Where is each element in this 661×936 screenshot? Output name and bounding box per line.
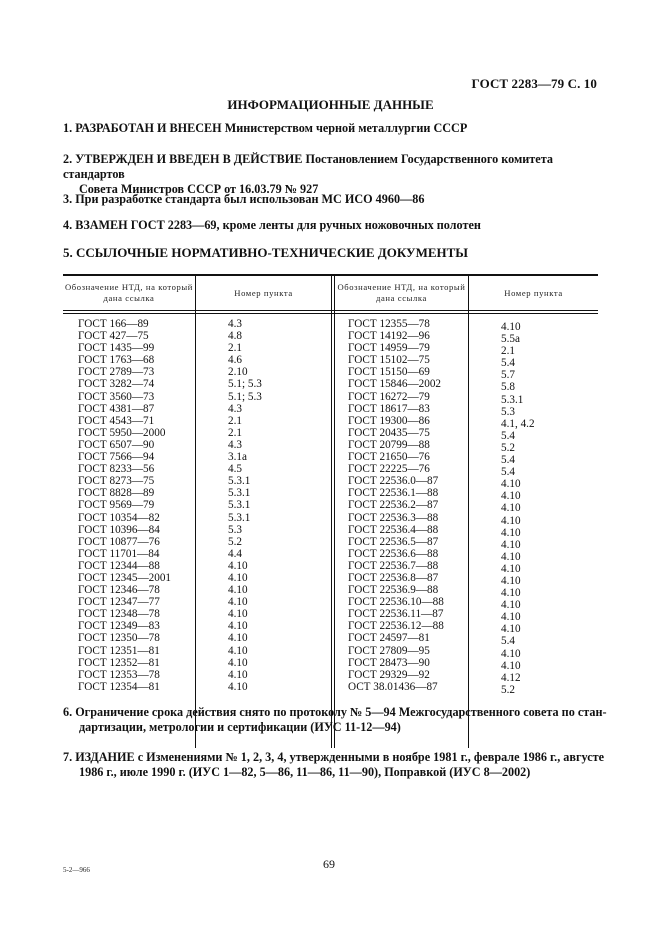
table-cell: 4.10 [501,647,521,660]
table-cell: 4.10 [501,478,521,491]
table-cell: ГОСТ 7566—94 [78,451,155,464]
table-cell: ГОСТ 29329—92 [348,668,430,681]
left-clauses-column [228,318,262,693]
table-cell: 2.1 [228,342,242,355]
table-cell: 4.10 [228,571,248,584]
table-cell: 5.3.1 [228,487,251,500]
page-number: 69 [323,857,335,871]
item-text: Ограничение срока действия снято по протоколу № 5—94 Межгосударственного совета по стан- [75,705,607,719]
item-caps: УТВЕРЖДЕН И ВВЕДЕН В ДЕЙСТВИЕ [75,152,303,166]
item-continuation: 1986 г., июле 1990 г. (ИУС 1—82, 5—86, 11—86, 11—90), Поправкой (ИУС 8—2002) [79,765,531,779]
item-caps: ВЗАМЕН ГОСТ 2283—69, [75,218,220,232]
table-cell: ГОСТ 15150—69 [348,366,430,379]
table-cell: ГОСТ 5950—2000 [78,426,166,439]
table-cell: ГОСТ 3282—74 [78,378,155,391]
table-cell: 5.8 [501,381,515,394]
table-cell: ГОСТ 20799—88 [348,438,430,451]
table-cell: 5.1; 5.3 [228,378,262,391]
table-cell: ГОСТ 22536.7—88 [348,559,439,572]
table-cell: 4.12 [501,671,521,684]
table-cell: ГОСТ 22536.11—87 [348,608,444,621]
table-cell: 5.2 [228,535,242,548]
item-4 [63,218,608,233]
table-cell: ГОСТ 19300—86 [348,414,430,427]
table-cell: ГОСТ 21650—76 [348,451,430,464]
column-divider-double-a [331,274,332,748]
table-cell: ГОСТ 18617—83 [348,402,430,415]
table-cell: ГОСТ 22536.4—88 [348,523,439,536]
table-cell: ГОСТ 12347—77 [78,596,160,609]
item-6 [63,705,608,735]
table-cell: 4.10 [228,620,248,633]
table-cell: ГОСТ 24597—81 [348,632,430,645]
table-cell: 4.10 [228,668,248,681]
table-cell: 4.10 [228,632,248,645]
table-cell: 5.4 [501,635,515,648]
table-cell: 5.4 [501,466,515,479]
header-clause-right: Номер пункта [504,287,563,298]
item-text: Постановлением Государственного комитета стандартов [63,152,553,181]
table-cell: ГОСТ 22536.2—87 [348,499,439,512]
item-1 [63,121,608,136]
table-cell: 4.6 [228,354,242,367]
table-cell: 4.10 [228,608,248,621]
table-cell: ГОСТ 427—75 [78,330,149,343]
table-cell: 4.5 [228,463,242,476]
table-cell: ГОСТ 12354—81 [78,680,160,693]
table-cell: 5.4 [501,429,515,442]
table-cell: 4.3 [228,402,242,415]
table-cell: ГОСТ 10877—76 [78,535,160,548]
table-cell: 4.10 [501,526,521,539]
table-cell: 2.1 [228,414,242,427]
table-cell: ГОСТ 12353—78 [78,668,160,681]
header-clause-left: Номер пункта [234,287,293,298]
table-cell: ГОСТ 16272—79 [348,390,430,403]
table-cell: ГОСТ 15846—2002 [348,378,442,391]
table-cell: ГОСТ 8828—89 [78,487,155,500]
table-cell: ГОСТ 22536.5—87 [348,535,439,548]
table-cell: 4.10 [501,490,521,503]
table-cell: 4.10 [501,502,521,515]
header-designation-right: Обозначение НТД, на который дана ссылка [337,282,466,303]
table-cell: ГОСТ 22536.10—88 [348,596,444,609]
table-cell: ГОСТ 2789—73 [78,366,155,379]
table-cell: 5.4 [501,454,515,467]
table-cell: ГОСТ 15102—75 [348,354,430,367]
table-cell: 4.10 [501,623,521,636]
table-cell: 4.10 [501,514,521,527]
column-divider [468,274,469,748]
table-cell: ГОСТ 22536.1—88 [348,487,439,500]
table-cell: 2.1 [501,345,515,358]
item-number: 3. [63,192,73,206]
table-cell: 5.3.1 [228,511,251,524]
item-continuation: дартизации, метрологии и сертификации (ИУС 11-12—94) [79,720,401,734]
table-cell: ГОСТ 3560—73 [78,390,155,403]
table-cell: 4.8 [228,330,242,343]
table-cell: 5.3 [228,523,242,536]
table-cell: ГОСТ 8233—56 [78,463,155,476]
item-caps: РАЗРАБОТАН И ВНЕСЕН [75,121,222,135]
table-cell: ГОСТ 27809—95 [348,644,430,657]
table-cell: 4.10 [501,611,521,624]
table-cell: 4.10 [501,659,521,672]
table-cell: ГОСТ 12355—78 [348,318,430,330]
table-cell: ГОСТ 22225—76 [348,463,430,476]
table-cell: 5.3.1 [228,499,251,512]
table-cell: ГОСТ 22536.6—88 [348,547,439,560]
table-cell: 5.1; 5.3 [228,390,262,403]
table-cell: ГОСТ 22536.0—87 [348,475,439,488]
table-cell: ГОСТ 22536.9—88 [348,584,439,597]
document-title: ИНФОРМАЦИОННЫЕ ДАННЫЕ [227,97,434,112]
table-cell: 4.3 [228,318,242,330]
table-cell: ГОСТ 28473—90 [348,656,430,669]
table-cell: 4.10 [501,562,521,575]
item-caps: ИЗДАНИЕ [75,750,135,764]
running-header: ГОСТ 2283—79 С. 10 [471,76,597,91]
table-cell: ГОСТ 22536.8—87 [348,571,439,584]
table-cell: 4.10 [228,559,248,572]
table-cell: 4.10 [501,599,521,612]
table-cell: ГОСТ 10354—82 [78,511,160,524]
print-code: 5-2—966 [63,866,90,874]
table-cell: 5.3.1 [228,475,251,488]
table-cell: 4.10 [501,538,521,551]
table-cell: 5.2 [501,683,515,696]
item-number: 7. [63,750,73,764]
table-cell: ГОСТ 12351—81 [78,644,160,657]
table-cell: ГОСТ 11701—84 [78,547,160,560]
table-cell: 4.10 [501,574,521,587]
table-cell: 4.10 [228,644,248,657]
table-cell: 2.10 [228,366,248,379]
table-cell: ОСТ 38.01436—87 [348,680,438,693]
table-cell: 4.1, 4.2 [501,417,535,430]
table-cell: ГОСТ 12349—83 [78,620,160,633]
item-3 [63,192,608,207]
item-caps: ССЫЛОЧНЫЕ НОРМАТИВНО-ТЕХНИЧЕСКИЕ ДОКУМЕНТЫ [76,245,469,260]
table-cell: 4.10 [228,680,248,693]
table-cell: ГОСТ 12346—78 [78,584,160,597]
table-cell: ГОСТ 1435—99 [78,342,155,355]
table-cell: ГОСТ 14959—79 [348,342,430,355]
left-designations-column [78,318,171,693]
table-cell: ГОСТ 12344—88 [78,559,160,572]
item-number: 1. [63,121,73,135]
table-cell: 4.10 [228,656,248,669]
reference-table [63,274,598,748]
table-cell: ГОСТ 6507—90 [78,438,155,451]
table-cell: ГОСТ 14192—96 [348,330,430,343]
right-clauses-column [501,321,535,696]
item-text: с Изменениями № 1, 2, 3, 4, утвержденными в ноябре 1981 г., феврале 1986 г., августе [134,750,605,764]
table-cell: ГОСТ 166—89 [78,318,149,330]
table-cell: ГОСТ 12350—78 [78,632,160,645]
table-cell: ГОСТ 10396—84 [78,523,160,536]
table-cell: ГОСТ 22536.3—88 [348,511,439,524]
table-cell: 4.10 [228,584,248,597]
item-number: 6. [63,705,73,719]
table-cell: ГОСТ 8273—75 [78,475,155,488]
item-7 [63,750,608,780]
table-cell: 5.2 [501,441,515,454]
header-designation-left: Обозначение НТД, на который дана ссылка [64,282,193,303]
table-cell: 5.4 [501,357,515,370]
table-cell: 2.1 [228,426,242,439]
column-divider [195,274,196,748]
item-number: 4. [63,218,73,232]
item-2 [63,152,608,197]
table-cell: ГОСТ 12345—2001 [78,571,172,584]
table-cell: 4.10 [501,587,521,600]
table-cell: 5.5а [501,333,520,346]
table-cell: ГОСТ 4381—87 [78,402,155,415]
table-cell: 5.3 [501,405,515,418]
table-cell: ГОСТ 22536.12—88 [348,620,444,633]
table-cell: 5.7 [501,369,515,382]
item-text: кроме ленты для ручных ножовочных полотен [219,218,481,232]
table-cell: ГОСТ 9569—79 [78,499,155,512]
item-continuation: Совета Министров СССР от 16.03.79 № 927 [79,182,319,196]
item-5 [63,245,608,260]
table-cell: 4.10 [501,321,521,333]
item-number: 5. [63,245,73,260]
table-cell: ГОСТ 12348—78 [78,608,160,621]
table-cell: ГОСТ 1763—68 [78,354,155,367]
table-cell: ГОСТ 4543—71 [78,414,155,427]
table-cell: 3.1а [228,451,247,464]
item-text: При разработке стандарта был использован МС ИСО 4960—86 [75,192,425,206]
table-cell: 4.3 [228,438,242,451]
table-cell: ГОСТ 20435—75 [348,426,430,439]
table-cell: 5.3.1 [501,393,524,406]
right-designations-column [348,318,444,693]
item-number: 2. [63,152,73,166]
table-cell: ГОСТ 12352—81 [78,656,160,669]
table-cell: 4.4 [228,547,242,560]
column-divider-double-b [334,274,335,748]
item-text: Министерством черной металлургии СССР [221,121,468,135]
table-cell: 4.10 [501,550,521,563]
table-cell: 4.10 [228,596,248,609]
